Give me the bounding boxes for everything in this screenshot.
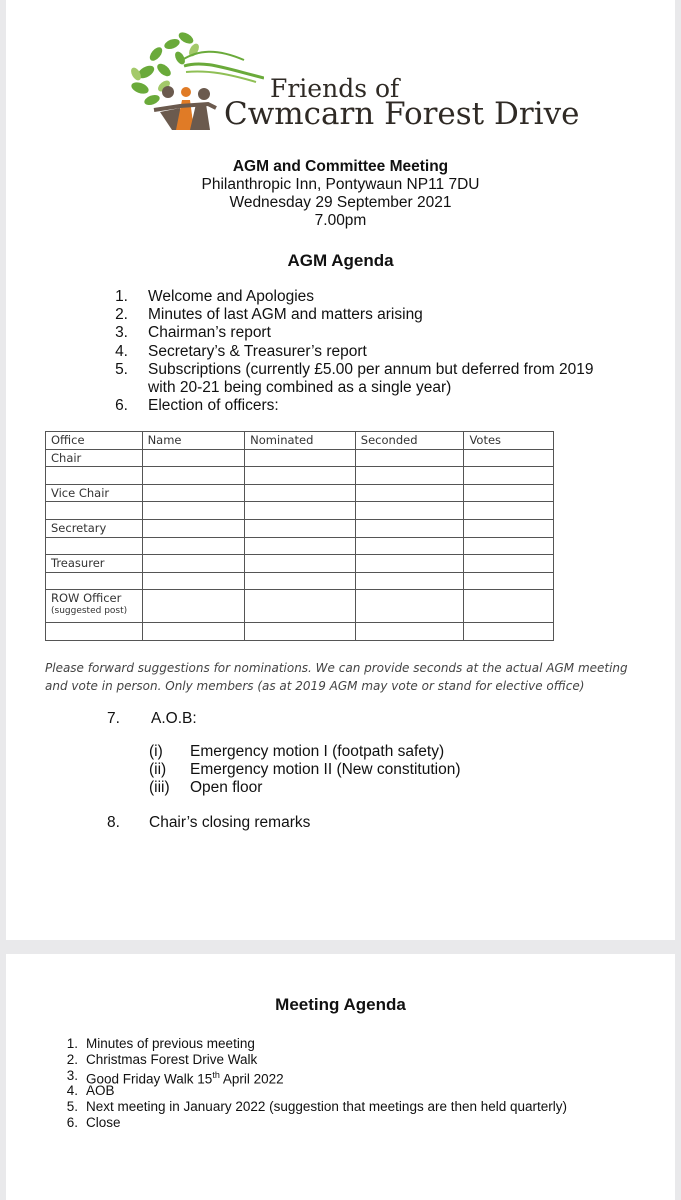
logo bbox=[124, 30, 580, 135]
closing-number: 8. bbox=[107, 814, 120, 831]
table-row bbox=[46, 467, 554, 485]
table-row bbox=[46, 537, 554, 555]
table-row bbox=[46, 572, 554, 590]
office-cell: Chair bbox=[46, 449, 143, 467]
logo-line1: Friends of bbox=[270, 74, 400, 103]
list-item: 2. Minutes of last AGM and matters arising bbox=[115, 306, 423, 324]
logo-line2: Cwmcarn Forest Drive bbox=[224, 96, 580, 132]
aob-item-num: (i) bbox=[149, 743, 163, 760]
table-row bbox=[46, 555, 554, 573]
meeting-time: 7.00pm bbox=[314, 212, 367, 229]
table-row bbox=[46, 519, 554, 537]
list-item: 1. Welcome and Apologies bbox=[115, 288, 315, 305]
aob-item-text: Open floor bbox=[190, 779, 263, 796]
table-row bbox=[46, 484, 554, 502]
list-item: 5. Subscriptions (currently £5.00 per annum but deferred from 2019 bbox=[115, 360, 594, 378]
officers-table bbox=[45, 431, 554, 641]
aob-label: A.O.B: bbox=[151, 710, 197, 727]
table-row bbox=[46, 502, 554, 520]
table-row bbox=[46, 590, 554, 623]
aob-item-text: Emergency motion II (New constitution) bbox=[190, 761, 461, 778]
header-seconded: Seconded bbox=[355, 432, 464, 450]
list-item: 4. Secretary’s & Treasurer’s report bbox=[115, 342, 367, 360]
agm-page bbox=[6, 0, 675, 940]
aob-item-num: (iii) bbox=[149, 779, 170, 796]
table-row bbox=[46, 449, 554, 467]
agm-agenda-list bbox=[106, 288, 666, 415]
meeting-venue: Philanthropic Inn, Pontywaun NP11 7DU bbox=[201, 176, 480, 193]
meeting-date: Wednesday 29 September 2021 bbox=[229, 194, 452, 211]
office-cell: Secretary bbox=[46, 519, 143, 537]
aob-item-text: Emergency motion I (footpath safety) bbox=[190, 743, 445, 760]
list-item-continuation: with 20-21 being combined as a single year) bbox=[148, 378, 452, 396]
aob-item-num: (ii) bbox=[149, 761, 167, 778]
nomination-note: Please forward suggestions for nominations. We can provide seconds at the actual AGM meeting and vote in person. Only members (as at 2019 AGM may vote or stand for elective office) bbox=[45, 661, 628, 693]
list-item: 3. Chairman’s report bbox=[115, 324, 271, 342]
header-votes: Votes bbox=[464, 432, 554, 450]
meeting-agenda-heading: Meeting Agenda bbox=[275, 995, 406, 1014]
table-header-row bbox=[46, 432, 554, 450]
list-item: 6. Election of officers: bbox=[115, 397, 279, 415]
aob-number: 7. bbox=[107, 710, 120, 727]
meeting-title: AGM and Committee Meeting bbox=[232, 158, 449, 175]
closing-text: Chair’s closing remarks bbox=[149, 814, 311, 831]
header-name: Name bbox=[142, 432, 245, 450]
header-nominated: Nominated bbox=[245, 432, 356, 450]
meeting-page: Meeting Agenda 1. Minutes of previous meeting 2. Christmas Forest Drive Walk 3. Good Friday Walk 15th April 2022 4. AOB 5. Next meeting in January 2022 (suggestion that meetings are then held quarterly) 6. Close bbox=[6, 954, 675, 1200]
agm-heading: AGM Agenda bbox=[287, 251, 394, 270]
office-cell: Treasurer bbox=[46, 555, 143, 573]
office-note: (suggested post) bbox=[51, 606, 128, 617]
header-office: Office bbox=[46, 432, 143, 450]
office-cell: Vice Chair bbox=[46, 484, 143, 502]
table-row bbox=[46, 623, 554, 641]
office-cell: ROW Officer (suggested post) bbox=[46, 590, 143, 623]
